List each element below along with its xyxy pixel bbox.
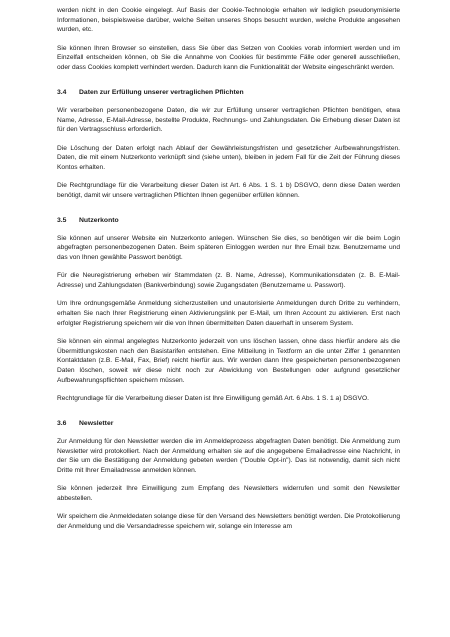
section-title: Newsletter — [79, 419, 114, 427]
section-heading-3-5 — [57, 216, 400, 225]
intro-paragraph-1: werden nicht in den Cookie eingelegt. Auf Basis der Cookie-Technologie erhalten wir lediglich pseudonymisierte Informationen, beispielsweise darüber, welche Seiten unseres Shops besucht wurden, welche Produkte angesehen wurden, etc. — [57, 7, 400, 34]
section-3-5-paragraph-1: Sie können auf unserer Website ein Nutzerkonto anlegen. Wünschen Sie dies, so benötigen wir die beim Login abgefragten personenbezogenen Daten. Beim späteren Einloggen werden nur Ihre Email bzw. Benutzername und das von Ihnen gewählte Passwort benötigt. — [57, 234, 400, 262]
section-3-6-paragraph-3: Wir speichern die Anmeldedaten solange diese für den Versand des Newsletters benötigt werden. Die Protokollierung der Anmeldung und die Versandadresse speichern wir, solange ein Interesse am — [57, 513, 400, 530]
intro-paragraph-2: Sie können Ihren Browser so einstellen, dass Sie über das Setzen von Cookies vorab informiert werden und im Einzelfall entscheiden können, ob Sie die Annahme von Cookies für bestimmte Fälle oder generell ausschließen, oder dass Cookies komplett verhindert werden. Dadurch kann die Funktionalität der Website eingeschränkt werden. — [57, 44, 400, 72]
section-3-5-paragraph-2: Für die Neuregistrierung erheben wir Stammdaten (z. B. Name, Adresse), Kommunikationsdaten (z. B. E-Mail-Adresse) und Zahlungsdaten (Bankverbindung) sowie Zugangsdaten (Benutzername u. Passwort). — [57, 272, 400, 290]
section-heading-3-6 — [57, 419, 400, 428]
section-3-6-paragraph-1: Zur Anmeldung für den Newsletter werden die im Anmeldeprozess abgefragten Daten benötigt. Die Anmeldung zum Newsletter wird protokolliert. Nach der Anmeldung erhalten sie auf die angegebene Emailadresse eine Nachricht, in der Sie um die Bestätigung der Anmeldung gebeten werden ("Double Opt-in"). Das ist notwendig, damit sich nicht Dritte mit Ihrer Emailadresse anmelden können. — [57, 437, 400, 474]
section-3-4-paragraph-3: Die Rechtgrundlage für die Verarbeitung dieser Daten ist Art. 6 Abs. 1 S. 1 b) DSGVO, denn diese Daten werden benötigt, damit wir unsere vertraglichen Pflichten Ihnen gegenüber erfüllen können. — [57, 182, 400, 199]
section-number: 3.4 — [57, 88, 67, 96]
section-3-4-paragraph-1: Wir verarbeiten personenbezogene Daten, die wir zur Erfüllung unserer vertraglichen Pflichten benötigen, etwa Name, Adresse, E-Mail-Adresse, bestellte Produkte, Rechnungs- und Zahlungsdaten. Die Erhebung dieser Daten ist für den Vertragsschluss erforderlich. — [57, 106, 400, 134]
section-heading-3-4 — [57, 88, 400, 97]
section-number: 3.5 — [57, 216, 67, 224]
section-3-4-paragraph-2: Die Löschung der Daten erfolgt nach Ablauf der Gewährleistungsfristen und gesetzlicher Aufbewahrungsfristen. Daten, die mit einem Nutzerkonto verknüpft sind (siehe unten), bleiben in jedem Fall für die Zeit der Führung dieses Kontos erhalten. — [57, 144, 400, 171]
section-number: 3.6 — [57, 419, 67, 427]
section-3-5-paragraph-3: Um Ihre ordnungsgemäße Anmeldung sicherzustellen und unautorisierte Anmeldungen durch Dritte zu verhindern, erhalten Sie nach Ihrer Registrierung einen Aktivierungslink per E-Mail, um Ihren Account zu aktivieren. Erst nach erfolgter Registrierung speichern wir die von Ihnen übermittelten Daten dauerhaft in unserem System. — [57, 300, 400, 327]
section-title: Daten zur Erfüllung unserer vertraglichen Pflichten — [79, 88, 244, 96]
section-3-5-paragraph-5: Rechtgrundlage für die Verarbeitung dieser Daten ist Ihre Einwilligung gemäß Art. 6 Abs. 1 S. 1 a) DSGVO. — [57, 395, 369, 403]
section-3-6-paragraph-2: Sie können jederzeit Ihre Einwilligung zum Empfang des Newsletters widerrufen und somit den Newsletter abbestellen. — [57, 485, 400, 502]
section-3-5-paragraph-4: Sie können ein einmal angelegtes Nutzerkonto jederzeit von uns löschen lassen, ohne dass hierfür andere als die Übermittlungskosten nach den Basistarifen entstehen. Eine Mitteilung in Textform an die unter Ziffer 1 genannten Kontaktdaten (z.B. E-Mail, Fax, Brief) reicht hierfür aus. Wir werden dann Ihre gespeicherten personenbezogenen Daten löschen, soweit wir diese nicht noch zur Abwicklung von Bestellungen oder aufgrund gesetzlicher Aufbewahrungspflichten speichern müssen. — [57, 338, 400, 384]
section-title: Nutzerkonto — [79, 216, 119, 224]
